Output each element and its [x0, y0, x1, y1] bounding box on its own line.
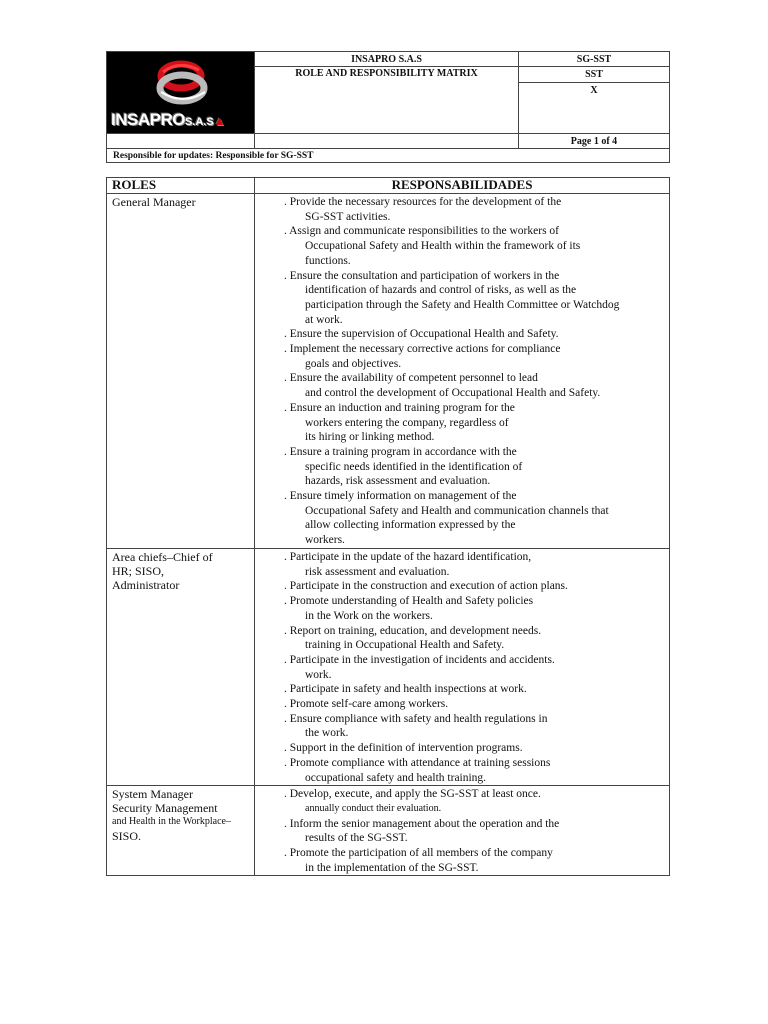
responsibility-item	[284, 550, 669, 579]
responsibility-continuation: workers entering the company, regardless of	[305, 416, 509, 429]
blank-cell-mid	[255, 134, 519, 149]
responsibility-continuation: annually conduct their evaluation.	[305, 802, 442, 814]
responsibility-text: . Promote compliance with attendance at training sessions	[284, 756, 551, 769]
responsibility-continuation: identification of hazards and control of risks, as well as the	[305, 284, 577, 297]
responsibility-continuation: goals and objectives.	[305, 357, 402, 370]
responsibility-continuation: and control the development of Occupational Health and Safety.	[305, 387, 601, 400]
responsibility-item	[284, 787, 669, 816]
responsibility-continuation: hazards, risk assessment and evaluation.	[305, 475, 491, 488]
responsibility-text: . Develop, execute, and apply the SG-SST at least once.	[284, 788, 541, 801]
responsibility-continuation: SG-SST activities.	[305, 210, 391, 223]
responsibility-continuation: specific needs identified in the identification of	[305, 460, 523, 473]
matrix-row	[107, 194, 670, 549]
area-code: SST	[519, 67, 670, 83]
responsibility-text: . Report on training, education, and development needs.	[284, 624, 542, 637]
role-line: Security Management	[112, 801, 218, 816]
responsibility-item	[284, 594, 669, 623]
role-line: Area chiefs–Chief of	[112, 550, 213, 564]
responsibility-item	[284, 224, 669, 268]
matrix-row	[107, 549, 670, 786]
blank-cell-left	[107, 134, 255, 149]
responsibility-item	[284, 712, 669, 741]
responsibility-text: . Implement the necessary corrective actions for compliance	[284, 343, 561, 356]
responsibility-text: . Participate in the construction and execution of action plans.	[284, 580, 568, 593]
company-name: INSAPRO S.A.S	[255, 52, 519, 67]
mark-cell: X	[519, 83, 670, 98]
responsibility-continuation: functions.	[305, 254, 351, 267]
matrix-body	[107, 194, 670, 876]
responsibility-continuation: allow collecting information expressed by the	[305, 519, 516, 532]
responsibility-text: . Ensure compliance with safety and health regulations in	[284, 712, 548, 725]
responsibility-item	[284, 846, 669, 875]
responsibility-continuation: in the implementation of the SG-SST.	[305, 861, 479, 874]
responsibility-item	[284, 371, 669, 400]
responsibility-text: . Promote self-care among workers.	[284, 698, 449, 711]
responsibility-continuation: Occupational Safety and Health within the framework of its	[305, 240, 581, 253]
responsibility-continuation: training in Occupational Health and Safety.	[305, 639, 505, 652]
responsibility-item	[284, 697, 669, 712]
role-line: SISO.	[112, 829, 142, 844]
responsibilities-cell	[255, 786, 670, 876]
responsibility-text: . Ensure a training program in accordance with the	[284, 445, 517, 458]
responsibility-item	[284, 401, 669, 445]
role-line: System Manager	[112, 787, 193, 802]
responsibility-continuation: its hiring or linking method.	[305, 431, 435, 444]
logo-main-text: INSAPRO	[111, 110, 185, 129]
responsibility-continuation: the work.	[305, 727, 349, 740]
roles-header: ROLES	[107, 178, 255, 194]
responsibilities-cell	[255, 549, 670, 786]
document-header	[106, 51, 669, 161]
responsibility-continuation: Occupational Safety and Health and communication channels that	[305, 504, 609, 517]
responsibility-item	[284, 756, 669, 785]
responsibility-item	[284, 741, 669, 756]
responsibility-text: . Participate in the update of the hazard identification,	[284, 551, 532, 563]
responsibility-text: . Support in the definition of intervention programs.	[284, 742, 523, 755]
responsibility-continuation: participation through the Safety and Health Committee or Watchdog	[305, 298, 620, 311]
responsibility-continuation: at work.	[305, 313, 343, 326]
responsibility-item	[284, 269, 669, 328]
responsibility-continuation: workers.	[305, 534, 345, 547]
responsibility-text: . Ensure the supervision of Occupational Health and Safety.	[284, 328, 559, 341]
empty-cell	[519, 98, 670, 134]
matrix-row	[107, 786, 670, 876]
responsibility-item	[284, 195, 669, 224]
responsibility-text: . Ensure an induction and training program for the	[284, 401, 515, 414]
company-logo	[107, 52, 255, 134]
responsibility-text: . Inform the senior management about the operation and the	[284, 817, 560, 830]
responsibilities-header: RESPONSABILIDADES	[255, 178, 670, 194]
responsibility-text: . Participate in safety and health inspections at work.	[284, 683, 527, 696]
responsibility-text: . Ensure timely information on management of the	[284, 490, 517, 503]
responsibilities-cell	[255, 194, 670, 549]
responsibility-text: . Promote the participation of all members of the company	[284, 847, 553, 860]
role-cell	[107, 194, 255, 549]
role-line: HR; SISO,	[112, 564, 165, 578]
responsibility-text: . Assign and communicate responsibilities to the workers of	[284, 225, 559, 238]
responsibility-item	[284, 445, 669, 489]
role-cell	[107, 549, 255, 786]
responsibility-item	[284, 342, 669, 371]
role-line: General Manager	[112, 195, 196, 209]
logo-suffix-text: S.A.S	[184, 116, 214, 128]
role-line: and Health in the Workplace–	[112, 816, 231, 828]
insapro-swirl-logo-icon	[149, 58, 213, 108]
responsibility-item	[284, 653, 669, 682]
responsibility-item	[284, 489, 669, 548]
page-number: Page 1 of 4	[519, 134, 670, 149]
responsibility-text: . Participate in the investigation of incidents and accidents.	[284, 653, 555, 666]
document-title: ROLE AND RESPONSIBILITY MATRIX	[255, 67, 519, 134]
responsibility-continuation: occupational safety and health training.	[305, 771, 487, 784]
matrix-table	[106, 177, 670, 876]
responsibility-matrix	[106, 177, 669, 876]
role-line: Administrator	[112, 578, 180, 592]
responsibility-continuation: risk assessment and evaluation.	[305, 565, 450, 578]
responsibility-item	[284, 579, 669, 594]
responsibility-text: . Promote understanding of Health and Safety policies	[284, 595, 534, 608]
responsibility-text: . Ensure the availability of competent personnel to lead	[284, 372, 538, 385]
logo-wordmark: INSAPROS.A.S▲	[111, 110, 226, 129]
responsibility-continuation: work.	[305, 668, 332, 681]
responsibility-item	[284, 624, 669, 653]
responsible-updates: Responsible for updates: Responsible for SG-SST	[107, 149, 670, 163]
responsibility-text: . Provide the necessary resources for the development of the	[284, 196, 562, 208]
responsibility-item	[284, 682, 669, 697]
responsibility-item	[284, 817, 669, 846]
responsibility-continuation: in the Work on the workers.	[305, 609, 433, 622]
responsibility-item	[284, 327, 669, 342]
responsibility-text: . Ensure the consultation and participation of workers in the	[284, 269, 560, 282]
system-code: SG-SST	[519, 52, 670, 67]
header-table	[106, 51, 670, 163]
responsibility-continuation: results of the SG-SST.	[305, 832, 408, 845]
role-cell	[107, 786, 255, 876]
